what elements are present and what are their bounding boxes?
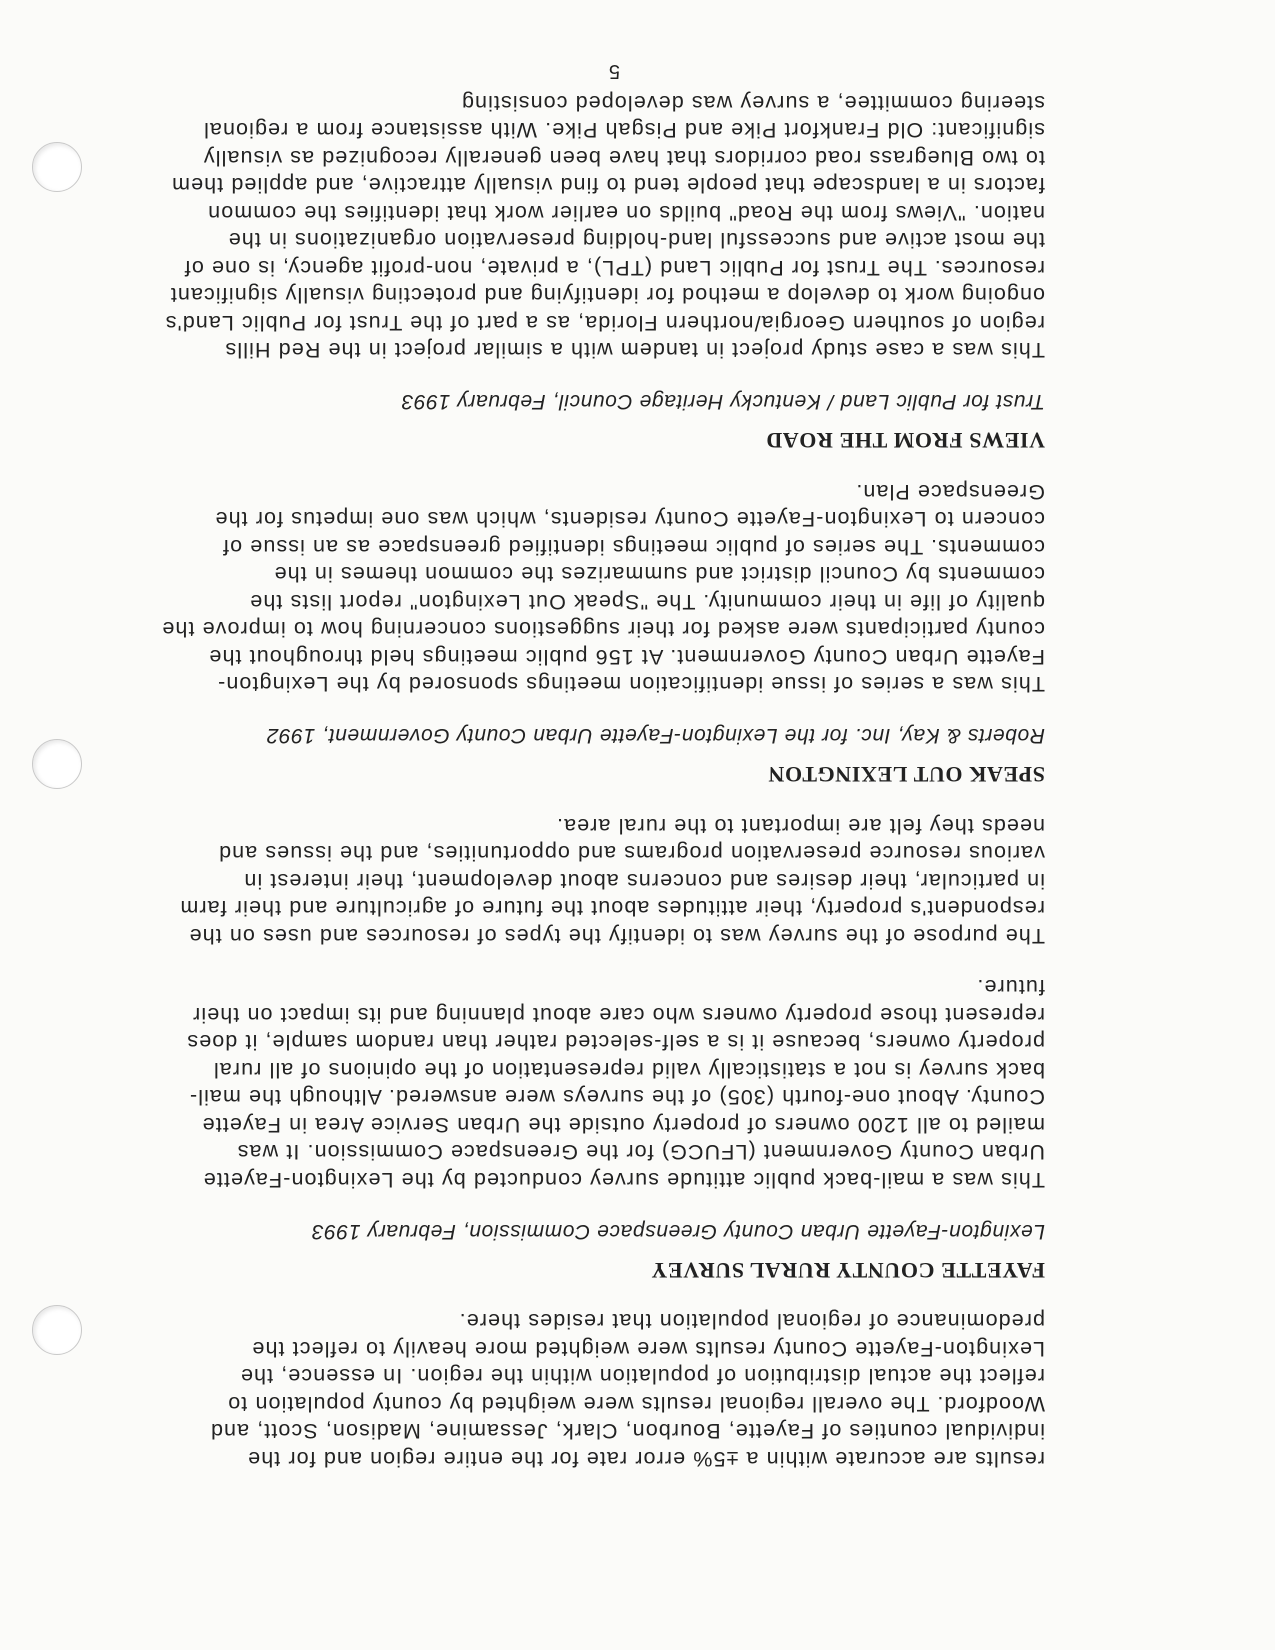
binder-punch-hole bbox=[32, 739, 82, 789]
page-number: 5 bbox=[607, 60, 620, 82]
intro-paragraph: results are accurate within a ±5% error rate for the entire region and for the individual counties of Fayette, Bourbon, Clark, Jessamine, Madison, Scott, and Woodford. The overall regional results were weighted by county population to reflect the actual distribution of population within the region. In essence, the Lexington-Fayette County results were weighted more heavily to reflect the predominance of regional population that resides there. bbox=[209, 1309, 1045, 1471]
section-paragraph: This was a case study project in tandem with a similar project in the Red Hills region of southern Georgia/northern Florida, as a part of the Trust for Public Land's ongoing work to develop a method for identifying and protecting visually significant resources. The Trust for Public Land (TPL), a private, non-profit agency, is one of the most active and successful land-holding preservation organizations in the nation. "Views from the Road" builds on earlier work that identifies the common factors in a landscape that people tend to find visually attractive, and applied them to two Bluegrass road corridors that have been generally recognized as visually significant: Old Frankfort Pike and Pisgah Pike. With assistance from a regional steering committee, a survey was developed consisting bbox=[164, 91, 1045, 363]
section-source: Lexington-Fayette Urban County Greenspace Commission, February 1993 bbox=[311, 1220, 1045, 1243]
section-source: Trust for Public Land / Kentucky Heritage Council, February 1993 bbox=[401, 390, 1045, 414]
section-paragraph: This was a mail-back public attitude survey conducted by the Lexington-Fayette Urban County Government (LFUCG) for the Greenspace Commission. It was mailed to all 1200 owners of property outside the Urban Service Area in Fayette County. About one-fourth (305) of the surveys were answered. Although the mail-back survey is not a statistically valid representation of the opinions of all rural property owners, because it is a self-selected rather than random sample, it does represent those property owners who care about planning and its impact on their future. bbox=[186, 975, 1045, 1192]
section-views-from-the-road bbox=[160, 89, 1045, 454]
binder-punch-hole bbox=[32, 142, 82, 192]
section-speak-out-lexington bbox=[160, 478, 1045, 788]
section-heading: VIEWS FROM THE ROAD bbox=[765, 428, 1045, 454]
binder-punch-hole bbox=[32, 1305, 82, 1355]
section-fayette-county-rural-survey bbox=[160, 812, 1045, 1284]
section-paragraph: The purpose of the survey was to identify the types of resources and uses on the respondent's property, their attitudes about the future of agriculture and their farm in particular, their desires and concerns about development, their interest in various resource preservation programs and opportunities, and the issues and needs they felt are important to the rural area. bbox=[179, 814, 1045, 948]
section-paragraph: This was a series of issue identification meetings sponsored by the Lexington-Fayette Urban County Government. At 156 public meetings held throughout the county participants were asked for their suggestions concerning how to improve the quality of life in their community. The "Speak Out Lexington" report lists the comments by Council district and summarizes the common themes in the comments. The series of public meetings identified greenspace as an issue of concern to Lexington-Fayette County residents, which was one impetus for the Greenspace Plan. bbox=[161, 480, 1045, 697]
document-body bbox=[160, 65, 1045, 1473]
section-heading: SPEAK OUT LEXINGTON bbox=[767, 762, 1045, 788]
section-source: Roberts & Kay, Inc. for the Lexington-Fayette Urban County Government, 1992 bbox=[266, 724, 1045, 748]
section-heading: FAYETTE COUNTY RURAL SURVEY bbox=[650, 1258, 1045, 1283]
